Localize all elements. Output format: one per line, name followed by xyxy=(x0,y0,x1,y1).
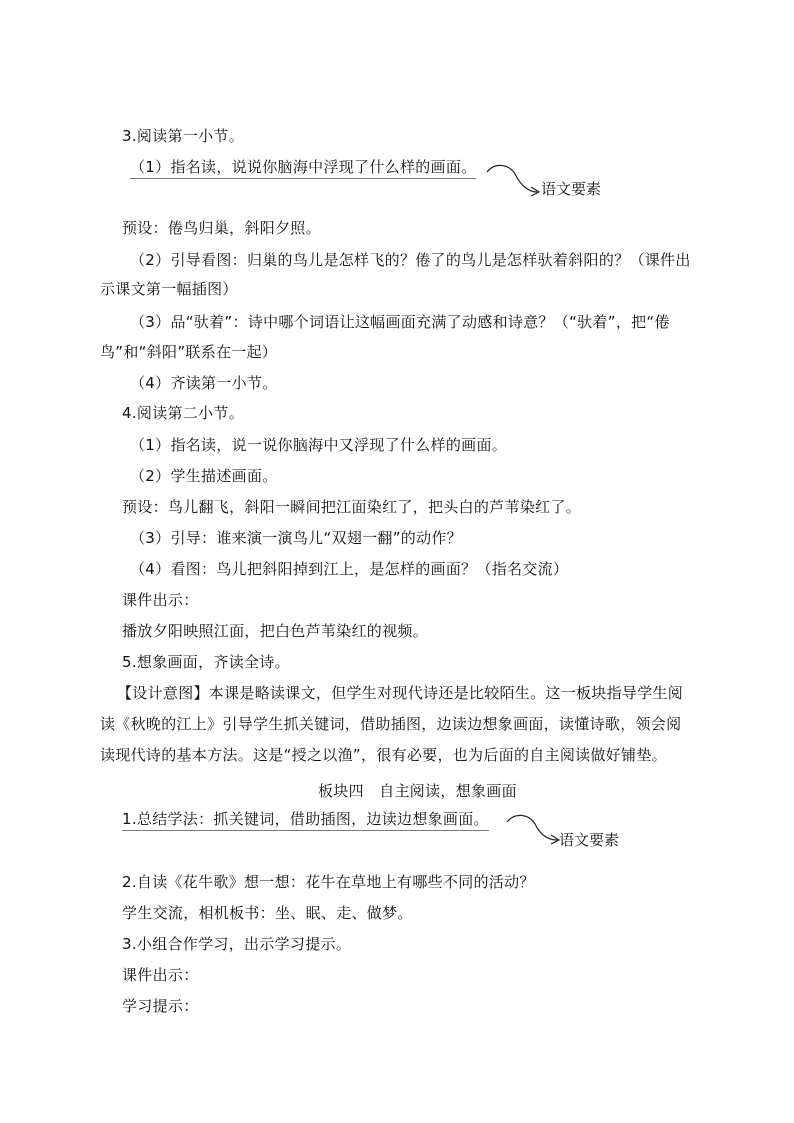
paragraph-line: 学生交流，相机板书：坐、眠、走、做梦。 xyxy=(122,904,413,922)
curved-arrow-icon xyxy=(505,810,565,850)
paragraph-line: （3）品“驮着”：诗中哪个词语让这幅画面充满了动感和诗意？（“驮着”，把“倦 xyxy=(130,313,670,331)
paragraph-line: 课件出示： xyxy=(122,966,199,984)
paragraph-line: 预设：鸟儿翻飞，斜阳一瞬间把江面染红了，把头白的芦苇染红了。 xyxy=(122,498,582,516)
paragraph-line: （2）引导看图：归巢的鸟儿是怎样飞的？倦了的鸟儿是怎样驮着斜阳的？（课件出 xyxy=(130,251,691,269)
section-heading-5: 5.想象画面，齐读全诗。 xyxy=(122,653,290,671)
paragraph-line: 示课文第一幅插图） xyxy=(100,280,238,298)
annotation-callout xyxy=(505,810,565,854)
paragraph-line: （2）学生描述画面。 xyxy=(130,467,278,485)
annotation-label: 语文要素 xyxy=(559,831,620,849)
annotation-label: 语文要素 xyxy=(541,180,602,198)
paragraph-line: 3.小组合作学习，出示学习提示。 xyxy=(122,935,352,953)
paragraph-line: 预设：倦鸟归巢，斜阳夕照。 xyxy=(122,219,321,237)
section-heading-3: 3.阅读第一小节。 xyxy=(122,127,245,145)
design-intent-paragraph: 读现代诗的基本方法。这是“授之以渔”，很有必要，也为后面的自主阅读做好铺垫。 xyxy=(100,746,667,764)
paragraph-line: 播放夕阳映照江面，把白色芦苇染红的视频。 xyxy=(122,622,429,640)
paragraph-line: 鸟”和“斜阳”联系在一起） xyxy=(100,343,278,361)
paragraph-line: （1）指名读，说一说你脑海中又浮现了什么样的画面。 xyxy=(130,436,508,454)
paragraph-line: 学习提示： xyxy=(122,997,199,1015)
paragraph-line: （3）引导：谁来演一演鸟儿“双翅一翻”的动作？ xyxy=(130,529,462,547)
annotation-callout xyxy=(485,160,545,204)
paragraph-line: （4）看图：鸟儿把斜阳掉到江上，是怎样的画面？（指名交流） xyxy=(130,560,569,578)
paragraph-line: 课件出示： xyxy=(122,591,199,609)
block-title: 板块四 自主阅读，想象画面 xyxy=(318,782,517,800)
paragraph-line: 1.总结学法：抓关键词，借助插图，边读边想象画面。 xyxy=(122,809,489,831)
paragraph-line: 2.自读《花牛歌》想一想：花牛在草地上有哪些不同的活动？ xyxy=(122,873,535,891)
paragraph-line: （4）齐读第一小节。 xyxy=(130,374,278,392)
design-intent-paragraph: 【设计意图】本课是略读课文，但学生对现代诗还是比较陌生。这一板块指导学生阅 xyxy=(117,684,684,702)
section-heading-4: 4.阅读第二小节。 xyxy=(122,404,245,422)
curved-arrow-icon xyxy=(485,160,545,200)
design-intent-paragraph: 读《秋晚的江上》引导学生抓关键词，借助插图，边读边想象画面，读懂诗歌，领会阅 xyxy=(100,715,682,733)
paragraph-line: （1）指名读，说说你脑海中浮现了什么样的画面。 xyxy=(130,157,476,179)
